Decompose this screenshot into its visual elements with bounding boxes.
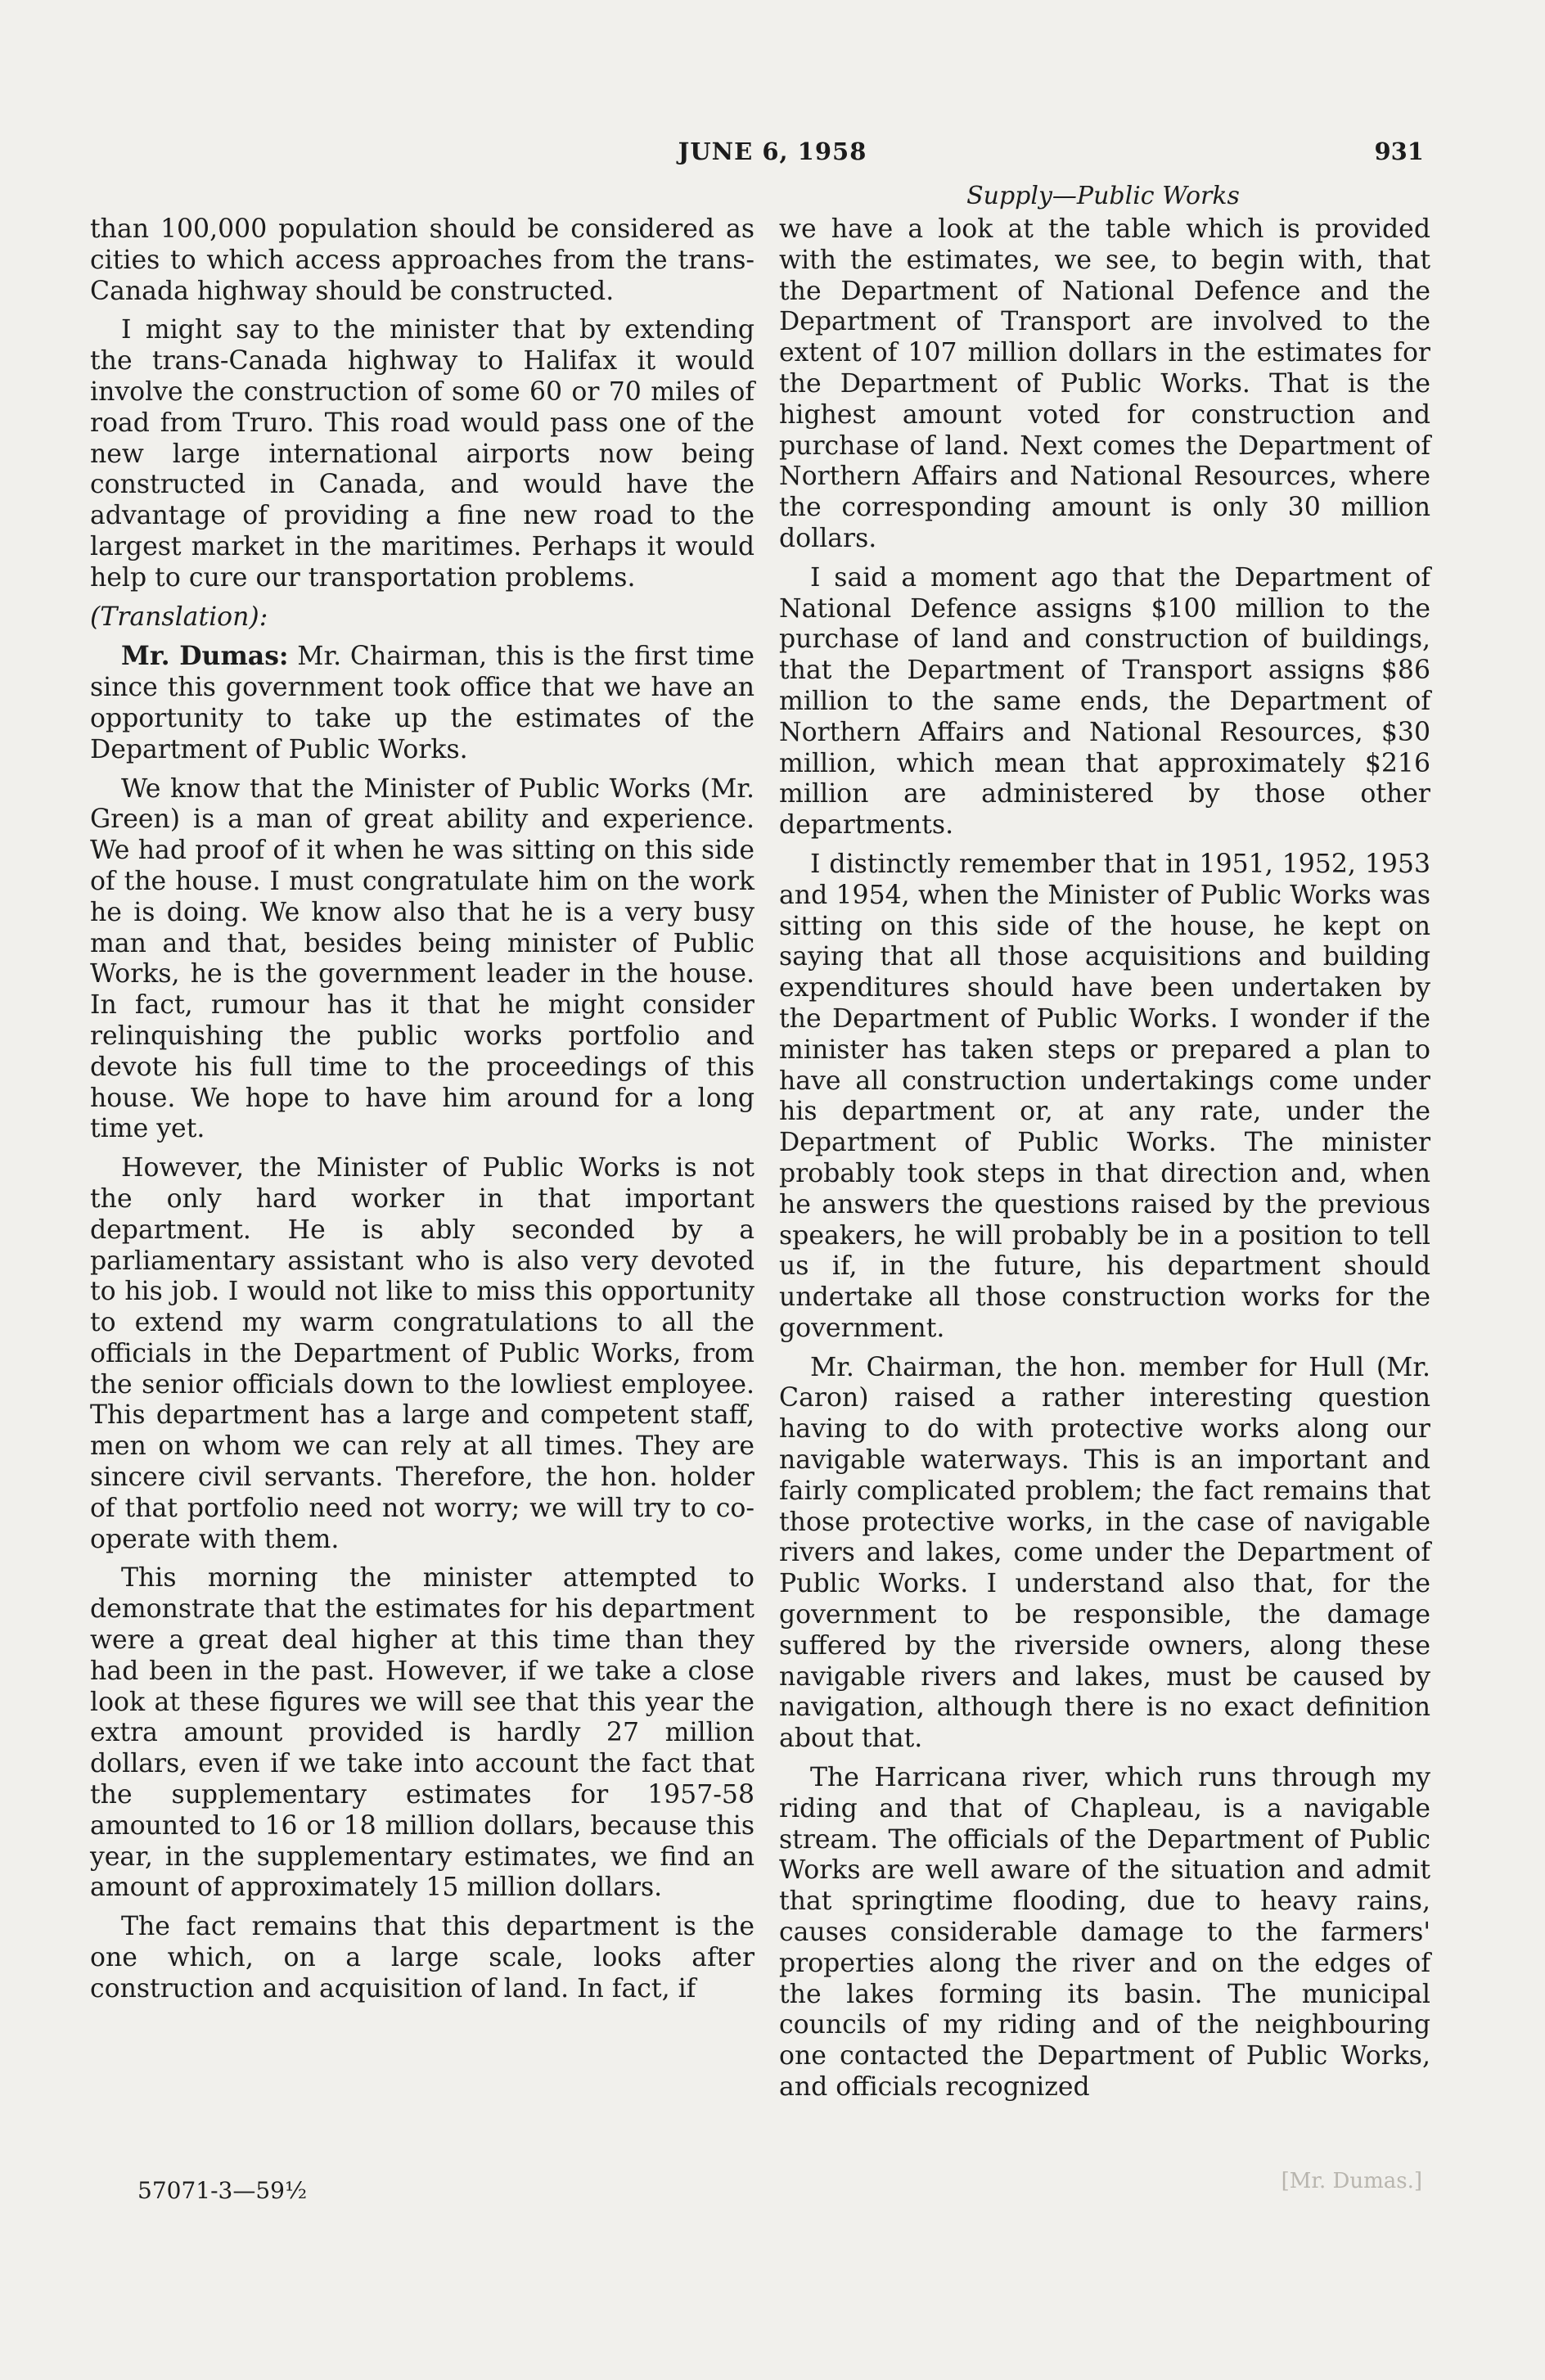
translation-label: (Translation):	[90, 602, 268, 632]
right-paragraph-5: The Harricana river, which runs through my riding and that of Chapleau, is a navigable stream. The officials of the Department of Public Works are well aware of the situation and admit that springtime flooding, due to heavy rains, causes considerable damage to the farmers' properties along the river and on the edges of the lakes forming its basin. The municipal councils of my riding and of the neighbouring one contacted the Department of Public Works, and officials recognized	[779, 1763, 1430, 2103]
bracket-note: [Mr. Dumas.]	[1281, 2169, 1422, 2193]
header-date: JUNE 6, 1958	[678, 137, 867, 165]
left-paragraph-1: than 100,000 population should be considered as cities to which access approaches from the trans-Canada highway should be constructed.	[90, 214, 754, 306]
left-paragraph-7: The fact remains that this department is the one which, on a large scale, looks after construction and acquisition of land. In fact, if	[90, 1912, 754, 2004]
left-paragraph-6: This morning the minister attempted to demonstrate that the estimates for his department were a great deal higher at this time than they had been in the past. However, if we take a close look at these figures we will see that this year the extra amount provided is hardly 27 million dollars, even if we take into account the fact that the supplementary estimates for 1957-58 amounted to 16 or 18 million dollars, because this year, in the supplementary estimates, we find an amount of approximately 15 million dollars.	[90, 1563, 754, 1903]
right-paragraph-2: I said a moment ago that the Department of National Defence assigns $100 million to the purchase of land and construction of buildings, that the Department of Transport assigns $86 million to the same ends, the Department of Northern Affairs and National Resources, $30 million, which mean that approximately $216 million are administered by those other departments.	[779, 562, 1430, 841]
running-head: Supply—Public Works	[966, 182, 1240, 210]
right-paragraph-1: we have a look at the table which is provided with the estimates, we see, to begin with, that the Department of National Defence and the Department of Transport are involved to the extent of 107 million dollars in the estimates for the Department of Public Works. That is the highest amount voted for construction and purchase of land. Next comes the Department of Northern Affairs and National Resources, where the corresponding amount is only 30 million dollars.	[779, 214, 1430, 553]
footer-code: 57071-3—59½	[137, 2177, 308, 2204]
right-paragraph-4: Mr. Chairman, the hon. member for Hull (Mr. Caron) raised a rather interesting question having to do with protective works along our navigable waterways. This is an important and fairly complicated problem; the fact remains that those protective works, in the case of navigable rivers and lakes, come under the Department of Public Works. I understand also that, for the government to be responsible, the damage suffered by the riverside owners, along these navigable rivers and lakes, must be caused by navigation, although there is no exact definition about that.	[779, 1352, 1430, 1754]
left-paragraph-5: However, the Minister of Public Works is not the only hard worker in that important department. He is ably seconded by a parliamentary assistant who is also very devoted to his job. I would not like to miss this opportunity to extend my warm congratulations to all the officials in the Department of Public Works, from the senior officials down to the lowliest employee. This department has a large and competent staff, men on whom we can rely at all times. They are sincere civil servants. Therefore, the hon. holder of that portfolio need not worry; we will try to co-operate with them.	[90, 1153, 754, 1554]
left-paragraph-4: We know that the Minister of Public Works (Mr. Green) is a man of great ability and experience. We had proof of it when he was sitting on this side of the house. I must congratulate him on the work he is doing. We know also that he is a very busy man and that, besides being minister of Public Works, he is the government leader in the house. In fact, rumour has it that he might consider relinquishing the public works portfolio and devote his full time to the proceedings of this house. We hope to have him around for a long time yet.	[90, 773, 754, 1144]
speaker-name: Mr. Dumas:	[121, 641, 289, 672]
left-paragraph-2: I might say to the minister that by extending the trans-Canada highway to Halifax it would involve the construction of some 60 or 70 miles of road from Truro. This road would pass one of the new large international airports now being constructed in Canada, and would have the advantage of providing a fine new road to the largest market in the maritimes. Perhaps it would help to cure our transportation problems.	[90, 315, 754, 593]
left-column	[90, 214, 754, 2013]
speaker-text: Mr. Chairman, this is the first time since this government took office that we have an opportunity to take up the estimates of the Department of Public Works.	[90, 642, 755, 764]
left-paragraph-3	[90, 641, 754, 765]
right-column	[779, 214, 1430, 2112]
right-paragraph-3: I distinctly remember that in 1951, 1952, 1953 and 1954, when the Minister of Public Works was sitting on this side of the house, he kept on saying that all those acquisitions and building expenditures should have been undertaken by the Department of Public Works. I wonder if the minister has taken steps or prepared a plan to have all construction undertakings come under his department or, at any rate, under the Department of Public Works. The minister probably took steps in that direction and, when he answers the questions raised by the previous speakers, he will probably be in a position to tell us if, in the future, his department should undertake all those construction works for the government.	[779, 849, 1430, 1343]
page-number: 931	[1374, 137, 1424, 165]
